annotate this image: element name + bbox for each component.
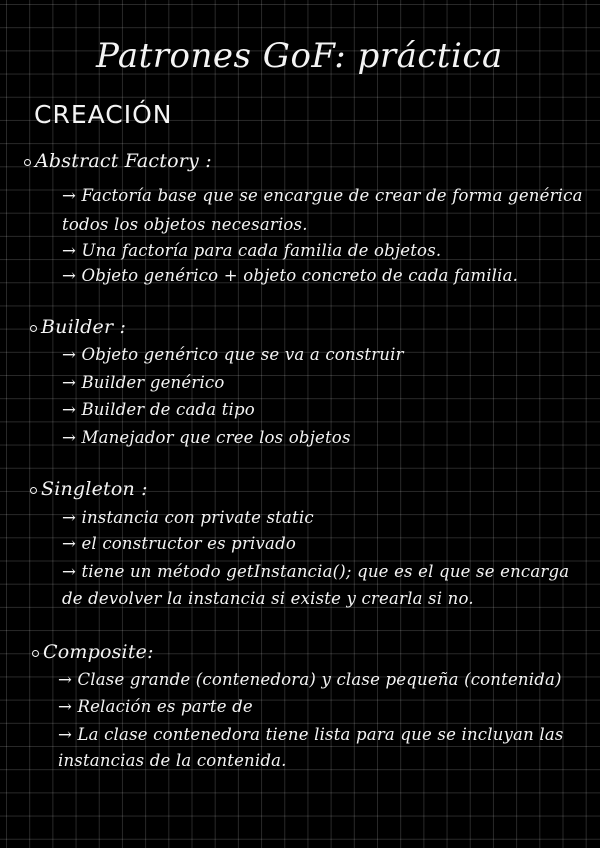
builder-line-2: → Builder genérico	[62, 373, 225, 392]
singleton-line-1: → instancia con private static	[62, 508, 314, 527]
pattern-name: Builder :	[41, 316, 127, 338]
bullet-icon	[30, 325, 37, 332]
section-heading: CREACIÓN	[34, 100, 173, 129]
abstract-factory-line-2: todos los objetos necesarios.	[62, 215, 308, 234]
composite-line-1: → Clase grande (contenedora) y clase pequeña (contenida)	[58, 670, 562, 689]
abstract-factory-line-3: → Una factoría para cada familia de objetos.	[62, 241, 442, 260]
abstract-factory-line-1: → Factoría base que se encargue de crear de forma genérica	[62, 186, 583, 205]
pattern-name: Singleton :	[41, 478, 148, 500]
bullet-icon	[30, 487, 37, 494]
bullet-icon	[24, 159, 31, 166]
composite-line-3: → La clase contenedora tiene lista para que se incluyan las	[58, 725, 564, 744]
builder-line-3: → Builder de cada tipo	[62, 400, 255, 419]
builder-line-4: → Manejador que cree los objetos	[62, 428, 351, 447]
pattern-abstract-factory-heading	[24, 150, 212, 172]
pattern-builder-heading	[30, 316, 126, 338]
pattern-name: Abstract Factory :	[35, 150, 212, 172]
composite-line-4: instancias de la contenida.	[58, 751, 287, 770]
builder-line-1: → Objeto genérico que se va a construir	[62, 345, 404, 364]
composite-line-2: → Relación es parte de	[58, 697, 253, 716]
singleton-line-2: → el constructor es privado	[62, 534, 296, 553]
pattern-name: Composite:	[43, 641, 154, 663]
bullet-icon	[32, 650, 39, 657]
singleton-line-4: de devolver la instancia si existe y crearla si no.	[62, 589, 474, 608]
singleton-line-3: → tiene un método getInstancia(); que es el que se encarga	[62, 562, 570, 581]
pattern-composite-heading	[32, 641, 154, 663]
pattern-singleton-heading	[30, 478, 148, 500]
page-title: Patrones GoF: práctica	[96, 36, 503, 76]
abstract-factory-line-4: → Objeto genérico + objeto concreto de cada familia.	[62, 266, 519, 285]
